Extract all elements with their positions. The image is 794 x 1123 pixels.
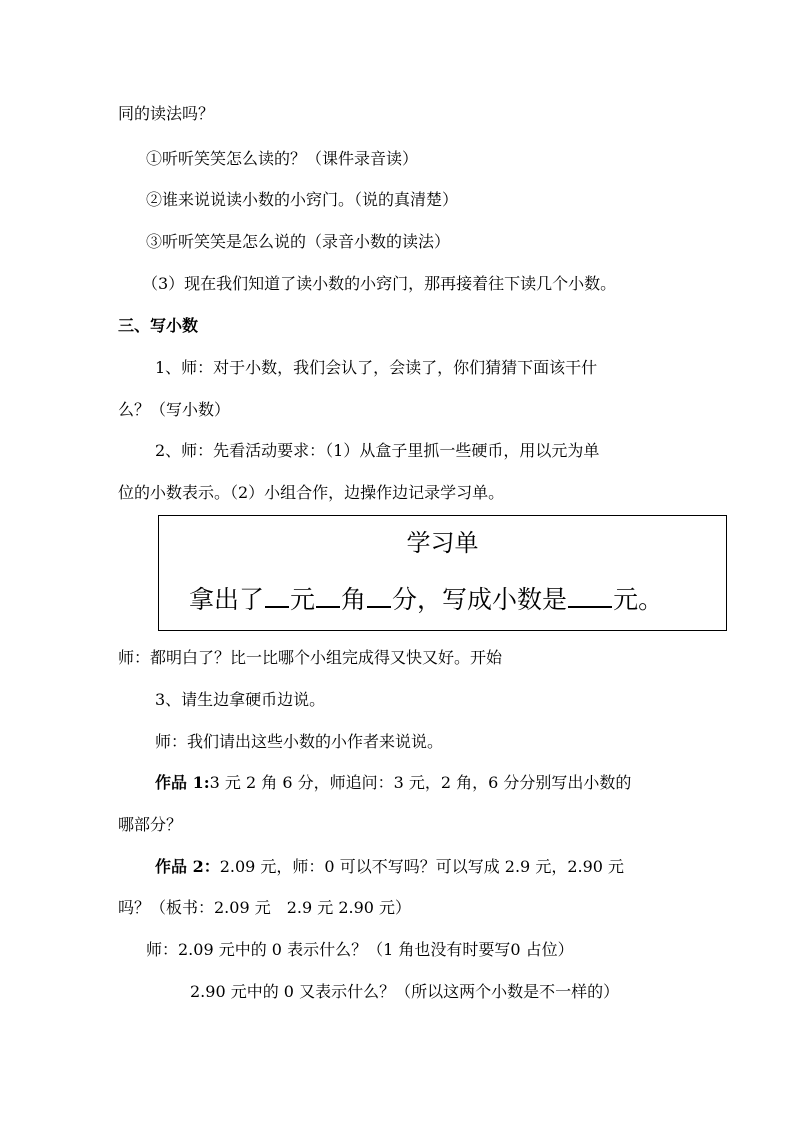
text-line bbox=[155, 857, 624, 877]
text-line: ③听听笑笑是怎么说的（录音小数的读法） bbox=[146, 232, 451, 251]
worksheet-text: 元 bbox=[290, 585, 316, 614]
text-line: 哪部分？ bbox=[118, 815, 183, 834]
text-line: 位的小数表示。（2）小组合作，边操作边记录学习单。 bbox=[118, 483, 505, 502]
worksheet-text: 拿出了 bbox=[189, 585, 265, 614]
text-line: （3）现在我们知道了读小数的小窍门，那再接着往下读几个小数。 bbox=[142, 274, 617, 293]
worksheet-text: 分，写成小数是 bbox=[392, 585, 568, 614]
text-line: 师：2.09 元中的 0 表示什么？（1 角也没有时要写0 占位） bbox=[146, 940, 574, 959]
fill-blank-fen bbox=[367, 584, 391, 608]
text-line: 2.90 元中的 0 又表示什么？（所以这两个小数是不一样的） bbox=[190, 982, 620, 1001]
fill-blank-yuan bbox=[265, 584, 289, 608]
work-label: 作品 1: bbox=[155, 773, 210, 792]
worksheet-box bbox=[158, 515, 727, 631]
fill-blank-decimal bbox=[568, 584, 612, 608]
section-heading: 三、写小数 bbox=[118, 316, 199, 335]
work-label: 作品 2： bbox=[155, 857, 220, 876]
text-line: ②谁来说说读小数的小窍门。（说的真清楚） bbox=[146, 190, 459, 209]
worksheet-sentence bbox=[189, 584, 663, 616]
text-line: 吗？（板书：2.09 元 2.9 元 2.90 元） bbox=[118, 898, 412, 917]
worksheet-text: 角 bbox=[341, 585, 367, 614]
text-line: 么？（写小数） bbox=[118, 400, 231, 419]
work-text: 2.09 元，师：0 可以不写吗？可以写成 2.9 元，2.90 元 bbox=[219, 857, 625, 876]
text-line: ①听听笑笑怎么读的？（课件录音读） bbox=[146, 149, 419, 168]
fill-blank-jiao bbox=[316, 584, 340, 608]
text-line bbox=[155, 773, 631, 793]
worksheet-title: 学习单 bbox=[406, 529, 479, 557]
text-line: 师：都明白了？比一比哪个小组完成得又快又好。开始 bbox=[118, 648, 503, 667]
text-line: 3、请生边拿硬币边说。 bbox=[155, 690, 326, 709]
text-line: 师：我们请出这些小数的小作者来说说。 bbox=[155, 732, 444, 751]
text-line: 同的读法吗？ bbox=[118, 104, 215, 123]
text-line: 1、师：对于小数，我们会认了，会读了，你们猜猜下面该干什 bbox=[155, 358, 598, 377]
work-text: 3 元 2 角 6 分，师追问：3 元，2 角，6 分分别写出小数的 bbox=[209, 773, 632, 792]
text-line: 2、师：先看活动要求：（1）从盒子里抓一些硬币，用以元为单 bbox=[155, 441, 600, 460]
worksheet-text: 元。 bbox=[613, 585, 664, 614]
